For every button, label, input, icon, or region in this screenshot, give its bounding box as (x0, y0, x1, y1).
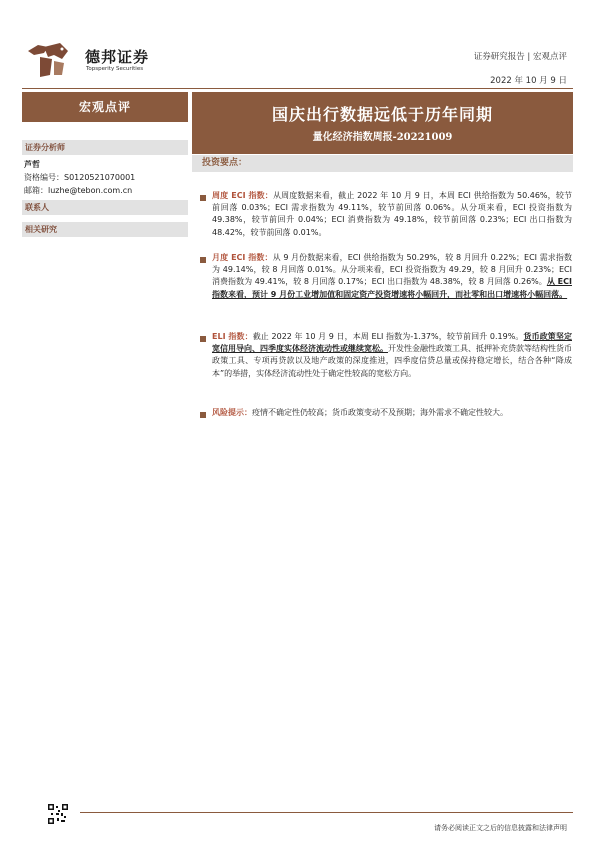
footer-divider (80, 812, 573, 813)
key-points-header: 投资要点： (192, 155, 573, 172)
contact-section-header: 联系人 (22, 200, 188, 215)
point-weekly-eci (212, 190, 572, 239)
related-section-header: 相关研究 (22, 222, 188, 237)
sidebar-title: 宏观点评 (22, 92, 188, 122)
report-date: 2022 年 10 月 9 日 (490, 76, 567, 86)
report-type: 证券研究报告 | 宏观点评 (473, 52, 567, 62)
point-monthly-eci (212, 252, 572, 301)
point-text: 从 9 月份数据来看，ECI 供给指数为 50.29%，较 8 月回升 0.22%；ECI 需求指数为 49.14%，较 8 月回落 0.01%。从分项来看，ECI 投资指数为 49.29，较 8 月回升 0.23%；ECI 消费指数为 49.41%，较 8 月回落 0.17%；ECI 出口指数为 48.38%，较 8 月回落 0.26%。 (212, 253, 572, 287)
analyst-name: 芦哲 (24, 160, 40, 169)
header-divider (22, 88, 573, 89)
brand-name: 德邦证券 (85, 48, 150, 66)
analyst-email[interactable]: 邮箱：luzhe@tebon.com.cn (24, 186, 133, 195)
bullet-icon (200, 195, 206, 201)
point-label: 周度 ECI 指数： (212, 191, 273, 200)
point-risk (212, 407, 572, 419)
bullet-icon (200, 257, 206, 263)
point-emphasis: 从 ECI 指数来看，预计 9 月份工业增加值和固定资产投资增速将小幅回升，而社零和出口增速将小幅回落。 (212, 277, 572, 299)
analyst-license: 资格编号：S0120521070001 (24, 173, 136, 182)
bullet-icon (200, 412, 206, 418)
point-text: 从周度数据来看，截止 2022 年 10 月 9 日，本周 ECI 供给指数为 50.46%，较节前回落 0.03%；ECI 需求指数为 49.11%，较节前回落 0.06%。从分项来看，ECI 投资指数为 49.38%，较节前回升 0.04%；ECI 消费指数为 49.18%，较节前回落 0.23%；ECI 出口指数为 48.42%，较节前回落 0.01%。 (212, 191, 572, 237)
point-eli (212, 331, 572, 380)
point-emphasis: 货币政策坚定宽信用导向、四季度实体经济流动性或继续宽松。 (212, 332, 572, 354)
brand-logo-icon (24, 41, 70, 79)
point-text: 截止 2022 年 10 月 9 日，本周 ELI 指数为-1.37%，较节前回升 0.19%。 (252, 332, 524, 341)
brand-name-en: Topsperity Securities (86, 66, 144, 72)
point-label: ELI 指数： (212, 332, 253, 341)
analyst-section-header: 证券分析师 (22, 140, 188, 155)
point-text: 疫情不确定性仍较高；货币政策变动不及预期；海外需求不确定性较大。 (252, 408, 508, 417)
report-subtitle: 量化经济指数周报-20221009 (312, 132, 453, 143)
point-label: 月度 ECI 指数： (212, 253, 273, 262)
point-text-continued: 开发性金融性政策工具、抵押补充贷款等结构性货币政策工具、专项再贷款以及地产政策的深度推进，四季度信贷总量或保持稳定增长，结合各种“降成本”的举措，实体经济流动性处于确定性较高的宽松方向。 (212, 344, 572, 378)
bullet-icon (200, 336, 206, 342)
point-label: 风险提示： (212, 408, 252, 417)
qr-code-icon (48, 804, 68, 824)
report-title: 国庆出行数据远低于历年同期 (271, 105, 493, 124)
footer-disclaimer: 请务必阅读正文之后的信息披露和法律声明 (434, 824, 567, 832)
